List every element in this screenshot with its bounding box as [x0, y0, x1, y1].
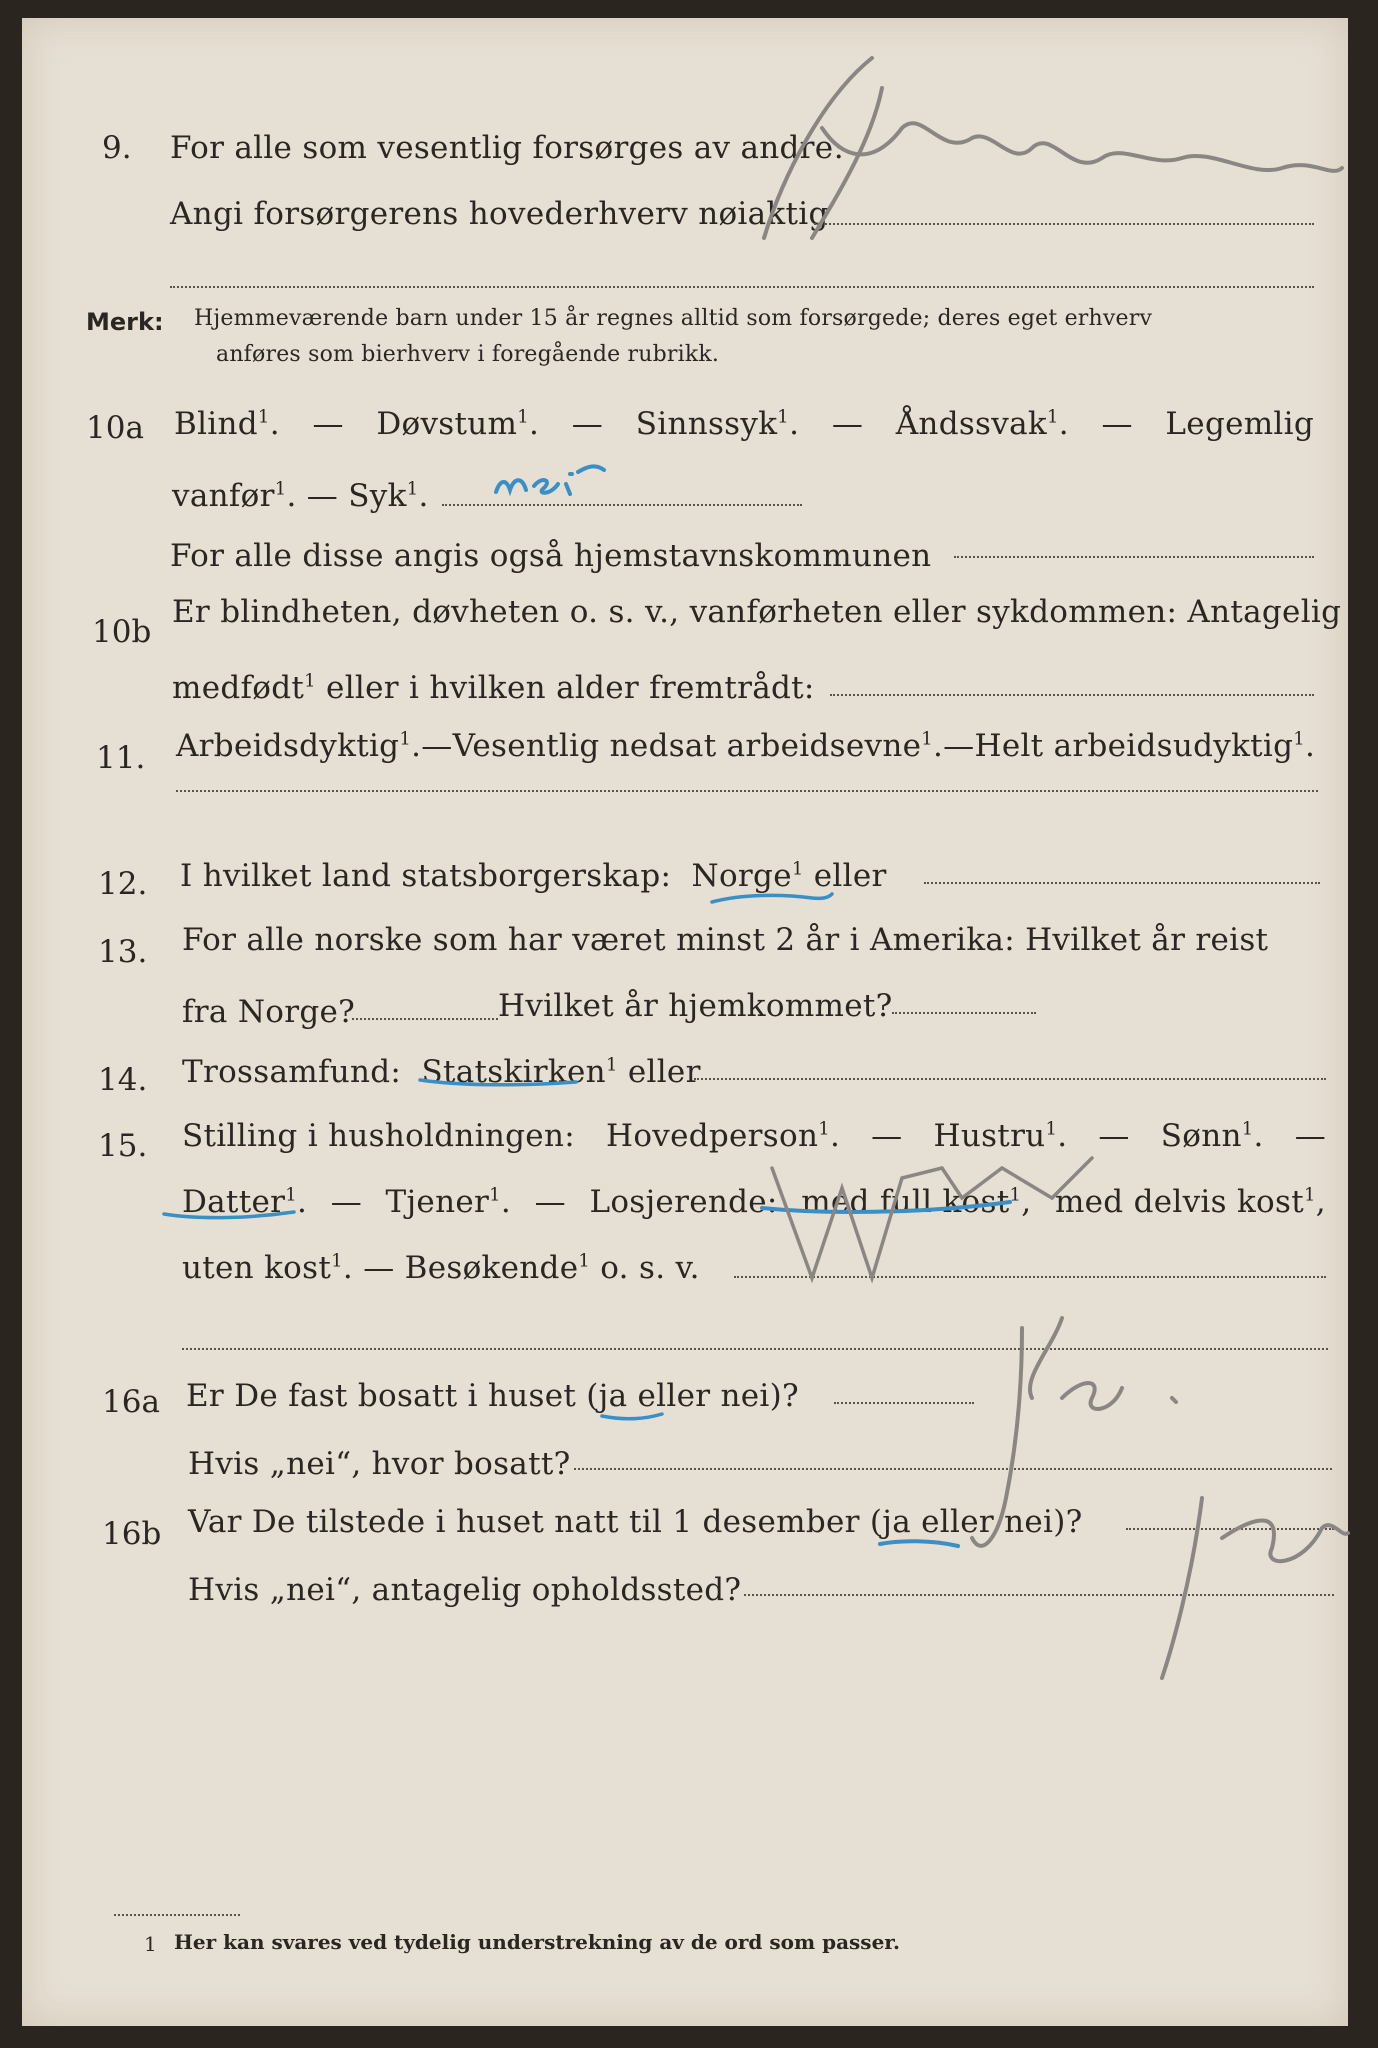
dash: —: [421, 728, 453, 764]
dash: —: [831, 406, 864, 442]
q13-number: 13.: [98, 934, 148, 970]
dash: —: [1098, 1118, 1130, 1154]
q13-hjem: Hvilket år hjemkommet?: [498, 988, 893, 1024]
q11-answer-field[interactable]: [176, 790, 1318, 792]
q16b-number: 16b: [102, 1516, 162, 1552]
option-statskirken: Statskirken$^1$: [421, 1054, 618, 1090]
q10a-answer-field[interactable]: [442, 504, 802, 506]
q16b-answer-field[interactable]: [1126, 1528, 1334, 1530]
blue-underline-norge: [712, 894, 832, 902]
q9-line1: For alle som vesentlig forsørges av andre:: [170, 130, 845, 166]
q15-osv: o. s. v.: [600, 1250, 700, 1286]
q10a-line1: [174, 406, 1314, 442]
q14-answer-field[interactable]: [694, 1078, 1326, 1080]
merk-line2: anføres som bierhverv i foregående rubrikk.: [216, 342, 720, 367]
q16a-number: 16a: [102, 1384, 160, 1420]
option-datter: Datter$^1$.: [182, 1184, 308, 1220]
option-blind: Blind$^1$.: [174, 406, 280, 442]
option-syk: Syk$^1$.: [348, 478, 429, 514]
option-dovstum: Døvstum$^1$.: [376, 406, 540, 442]
q12-answer-field[interactable]: [924, 882, 1320, 884]
pencil-ja-16b: [1162, 1498, 1348, 1678]
dash: —: [312, 406, 344, 442]
merk-line1: Hjemmeværende barn under 15 år regnes alltid som forsørgede; deres eget erhverv: [194, 306, 1153, 331]
q11-number: 11.: [96, 740, 146, 776]
q10b-line2: medfødt$^1$ eller i hvilken alder fremtrådt:: [172, 670, 815, 706]
dash: —: [1294, 1118, 1326, 1154]
option-hustru: Hustru$^1$.: [933, 1118, 1068, 1154]
option-udyktig: Helt arbeidsudyktig$^1$.: [974, 728, 1316, 764]
q16a-line2: Hvis „nei“, hvor bosatt?: [188, 1446, 571, 1482]
q15-line1: [182, 1118, 1326, 1154]
option-norge: Norge$^1$: [691, 858, 804, 894]
option-legemlig: Legemlig: [1165, 406, 1314, 442]
option-losjerende: Losjerende:: [589, 1184, 778, 1220]
dash: —: [571, 406, 604, 442]
pencil-scrawl-q9: [764, 58, 1342, 238]
q15-answer-field[interactable]: [734, 1276, 1326, 1278]
dash: —: [534, 1184, 566, 1220]
q15-line3: [182, 1250, 700, 1286]
q10a-line3: For alle disse angis også hjemstavnskommunen: [170, 538, 932, 574]
dash: —: [330, 1184, 362, 1220]
q13-reist-field[interactable]: [352, 1018, 498, 1020]
form-page: [22, 18, 1348, 2026]
q16a-line1: Er De fast bosatt i huset (ja eller nei)?: [186, 1378, 799, 1414]
q16a-answer-field[interactable]: [834, 1402, 974, 1404]
option-besokende: Besøkende$^1$: [404, 1250, 591, 1286]
option-nedsat: Vesentlig nedsat arbeidsevne$^1$.: [452, 728, 944, 764]
q15-label: Stilling i husholdningen:: [182, 1118, 575, 1154]
dash: —: [871, 1118, 903, 1154]
q10a-hjemstavn-field[interactable]: [954, 556, 1314, 558]
q15-answer-field-2[interactable]: [182, 1348, 1328, 1350]
q10a-line2: [172, 478, 429, 514]
q16b-line1: Var De tilstede i huset natt til 1 desember (ja eller nei)?: [188, 1504, 1083, 1540]
dash: —: [1101, 406, 1133, 442]
q13-hjemkommet-field[interactable]: [892, 1012, 1036, 1014]
option-arbeidsdyktig: Arbeidsdyktig$^1$.: [176, 728, 422, 764]
q9-answer-field-2[interactable]: [170, 286, 1314, 288]
q15-number: 15.: [98, 1128, 148, 1164]
q12-line: I hvilket land statsborgerskap: Norge$^1$ eller: [180, 858, 887, 894]
blue-underline-ja-16b: [880, 1541, 958, 1546]
option-hovedperson: Hovedperson$^1$.: [605, 1118, 841, 1154]
q9-number: 9.: [102, 130, 132, 166]
q9-line2: Angi forsørgerens hovederhverv nøiaktig: [170, 196, 829, 232]
q15-line2: [182, 1184, 1326, 1220]
q13-line1: For alle norske som har været minst 2 år i Amerika: Hvilket år reist: [182, 922, 1269, 958]
option-med-delvis-kost: med delvis kost$^1$,: [1054, 1184, 1326, 1220]
q9-answer-field[interactable]: [814, 223, 1314, 225]
footnote-text: Her kan svares ved tydelig understrekning av de ord som passer.: [174, 1930, 900, 1954]
blue-underline-ja-16a: [602, 1414, 662, 1419]
merk-label: Merk:: [86, 308, 164, 336]
dash: —: [943, 728, 975, 764]
q14-number: 14.: [98, 1062, 148, 1098]
blue-nei-q10a: [496, 466, 604, 494]
q12-number: 12.: [98, 866, 148, 902]
option-andssvak: Åndssvak$^1$.: [895, 406, 1069, 442]
q16a-bosatt-field[interactable]: [574, 1468, 1332, 1470]
option-sinnssyk: Sinnssyk$^1$.: [635, 406, 800, 442]
q16b-line2: Hvis „nei“, antagelig opholdssted?: [188, 1572, 742, 1608]
option-med-full-kost: med full kost$^1$,: [801, 1184, 1032, 1220]
option-sonn: Sønn$^1$.: [1160, 1118, 1264, 1154]
q10b-answer-field[interactable]: [830, 694, 1314, 696]
q10a-number: 10a: [86, 410, 144, 446]
option-uten-kost: uten kost$^1$.: [182, 1250, 354, 1286]
q13-fra: fra Norge?: [182, 994, 356, 1030]
q14-line: Trossamfund: Statskirken$^1$ eller: [182, 1054, 701, 1090]
q11-line: [176, 728, 1314, 764]
option-tjener: Tjener$^1$.: [385, 1184, 512, 1220]
footnote-mark: 1: [144, 1932, 157, 1956]
footnote-rule: [114, 1914, 240, 1916]
q16b-opholdssted-field[interactable]: [744, 1594, 1334, 1596]
dash: —: [306, 478, 339, 514]
q10b-number: 10b: [92, 614, 152, 650]
q10b-line1: Er blindheten, døvheten o. s. v., vanførheten eller sykdommen: Antagelig: [172, 594, 1342, 630]
option-vanfor: vanfør$^1$.: [172, 478, 297, 514]
dash: —: [363, 1250, 395, 1286]
